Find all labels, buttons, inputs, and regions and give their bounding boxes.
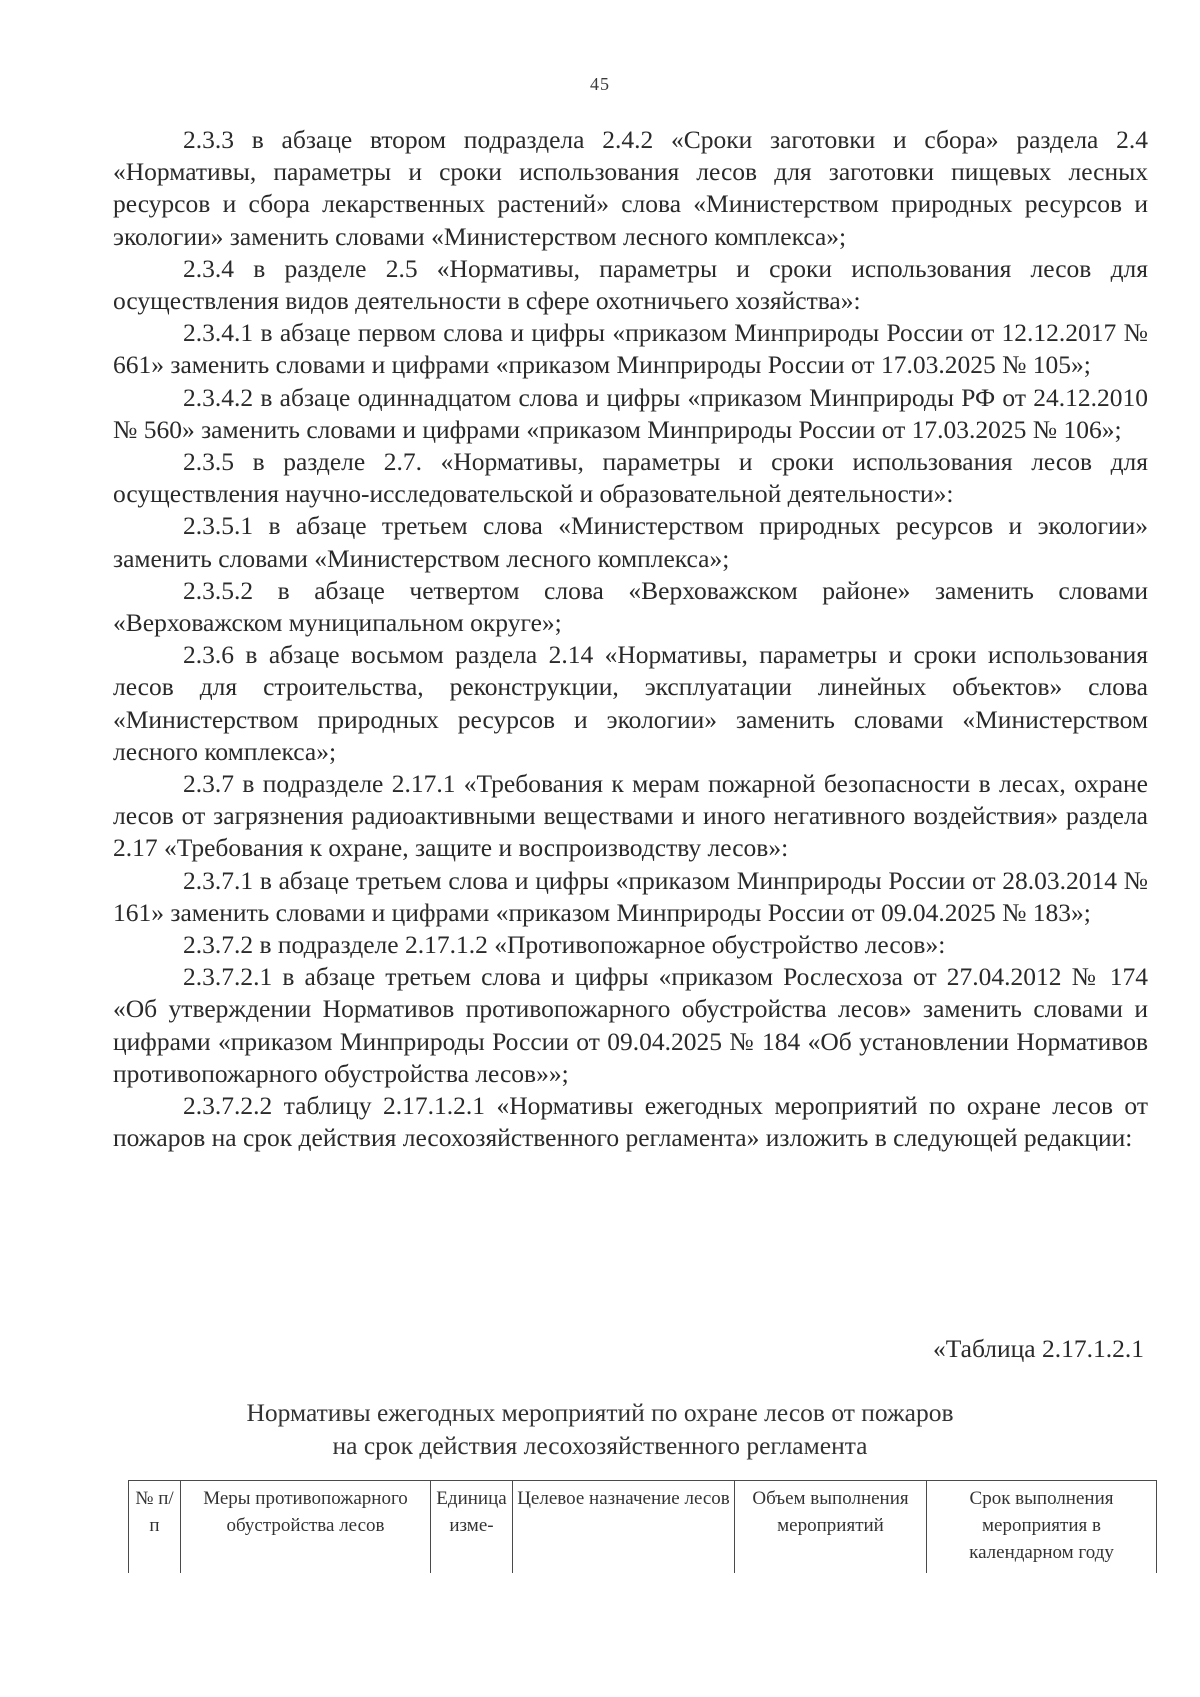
header-purpose: Целевое назначение лесов: [513, 1481, 735, 1574]
paragraph-2-3-7-2: 2.3.7.2 в подразделе 2.17.1.2 «Противопожарное обустройство лесов»:: [183, 930, 946, 960]
table-title: [0, 1396, 1200, 1462]
paragraph-2-3-7-2-2: 2.3.7.2.2 таблицу 2.17.1.2.1 «Нормативы ежегодных мероприятий по охране лесов от пожаров на срок действия лесохозяйственного регламента» изложить в следующей редакции:: [113, 1091, 1148, 1153]
header-measures: Меры противопожарного обустройства лесов: [181, 1481, 431, 1574]
table-title-line-1: Нормативы ежегодных мероприятий по охране лесов от пожаров: [246, 1398, 954, 1427]
header-deadline: Срок выполнения мероприятия в календарном году: [927, 1481, 1157, 1574]
paragraph-2-3-5-1: 2.3.5.1 в абзаце третьем слова «Министерством природных ресурсов и экологии» заменить словами «Министерством лесного комплекса»;: [113, 511, 1148, 573]
page-number: 45: [590, 74, 610, 94]
document-body: [113, 124, 1148, 1155]
paragraph-2-3-4-1: 2.3.4.1 в абзаце первом слова и цифры «приказом Минприроды России от 12.12.2017 № 661» заменить словами и цифрами «приказом Минприроды России от 17.03.2025 № 105»;: [113, 318, 1148, 380]
paragraph-2-3-5-2: 2.3.5.2 в абзаце четвертом слова «Верховажском районе» заменить словами «Верховажском муниципальном округе»;: [113, 575, 1148, 638]
paragraph-2-3-7-1: 2.3.7.1 в абзаце третьем слова и цифры «приказом Минприроды России от 28.03.2014 № 161» заменить словами и цифрами «приказом Минприроды России от 09.04.2025 № 183»;: [113, 865, 1148, 927]
paragraph-2-3-4: 2.3.4 в разделе 2.5 «Нормативы, параметры и сроки использования лесов для осуществления видов деятельности в сфере охотничьего хозяйства»:: [113, 253, 1148, 316]
header-number: № п/п: [129, 1481, 181, 1574]
paragraph-2-3-6: 2.3.6 в абзаце восьмом раздела 2.14 «Нормативы, параметры и сроки использования лесов для строительства, реконструкции, эксплуатации линейных объектов» слова «Министерством природных ресурсов и экологии» заменить словами «Министерством лесного комплекса»;: [113, 640, 1148, 766]
paragraph-2-3-3: 2.3.3 в абзаце втором подраздела 2.4.2 «Сроки заготовки и сбора» раздела 2.4 «Нормативы, параметры и сроки использования лесов для заготовки пищевых лесных ресурсов и сбора лекарственных растений» слова «Министерством природных ресурсов и экологии» заменить словами «Министерством лесного комплекса»;: [113, 125, 1148, 251]
table-reference: «Таблица 2.17.1.2.1: [932, 1334, 1144, 1363]
paragraph-2-3-4-2: 2.3.4.2 в абзаце одиннадцатом слова и цифры «приказом Минприроды РФ от 24.12.2010 № 560» заменить словами и цифрами «приказом Минприроды России от 17.03.2025 № 106»;: [113, 382, 1148, 444]
table-title-line-2: на срок действия лесохозяйственного регламента: [332, 1431, 868, 1460]
paragraph-2-3-7-2-1: 2.3.7.2.1 в абзаце третьем слова и цифры «приказом Рослесхоза от 27.04.2012 № 174 «Об утверждении Нормативов противопожарного обустройства лесов» заменить словами и цифрами «приказом Минприроды России от 09.04.2025 № 184 «Об установлении Нормативов противопожарного обустройства лесов»»;: [113, 962, 1148, 1088]
norms-table: [128, 1480, 1157, 1573]
header-volume: Объем выполнения мероприятий: [735, 1481, 927, 1574]
paragraph-2-3-5: 2.3.5 в разделе 2.7. «Нормативы, параметры и сроки использования лесов для осуществления научно-исследовательской и образовательной деятельности»:: [113, 447, 1148, 509]
header-unit: Единица изме-: [431, 1481, 513, 1574]
table-header-row: [129, 1481, 1157, 1574]
paragraph-2-3-7: 2.3.7 в подразделе 2.17.1 «Требования к мерам пожарной безопасности в лесах, охране лесов от загрязнения радиоактивными веществами и иного негативного воздействия» раздела 2.17 «Требования к охране, защите и воспроизводству лесов»:: [113, 769, 1148, 863]
